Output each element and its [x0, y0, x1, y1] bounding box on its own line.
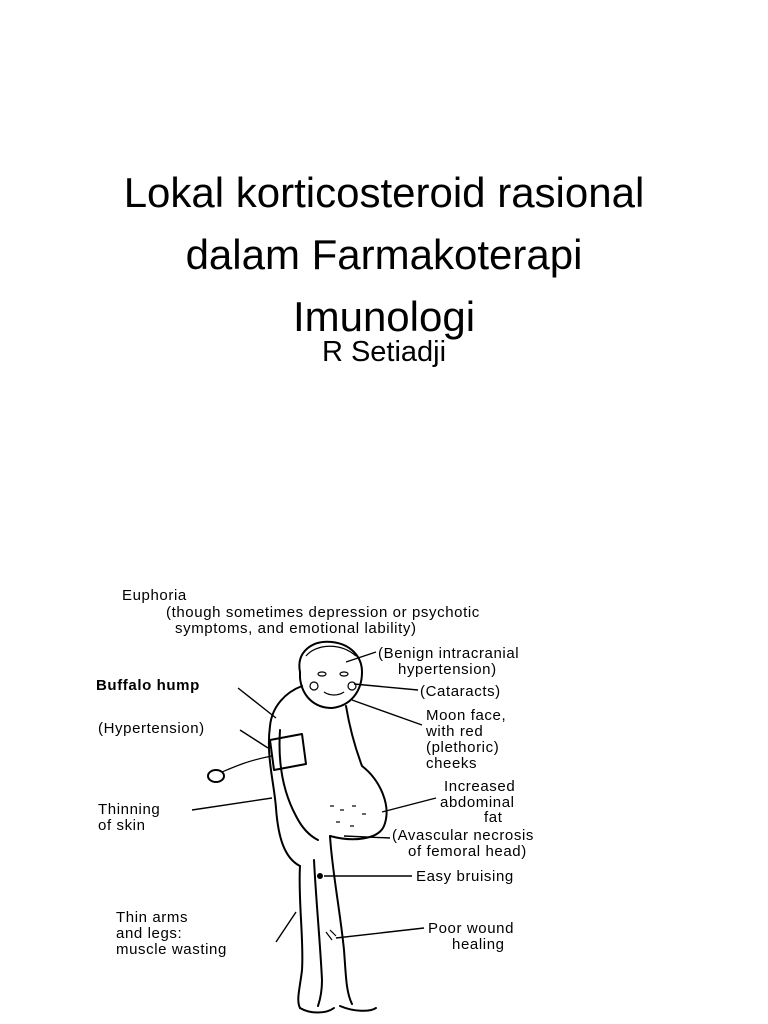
- leader-intracranial: [346, 652, 376, 662]
- label-moon-face-line-4: cheeks: [426, 755, 478, 772]
- label-moon-face-line-3: (plethoric): [426, 739, 500, 756]
- label-buffalo-hump: Buffalo hump: [96, 677, 200, 694]
- leader-thinning-skin: [192, 798, 272, 810]
- title-line-3: Imunologi: [292, 293, 476, 340]
- cheek-left: [310, 682, 318, 690]
- label-poor-wound-line-2: healing: [452, 936, 505, 953]
- label-moon-face: [425, 707, 506, 772]
- leader-hypertension: [240, 730, 268, 748]
- label-moon-face-line-1: Moon face,: [426, 707, 507, 724]
- leader-moon-face: [352, 700, 422, 725]
- label-hypertension: (Hypertension): [98, 720, 205, 737]
- back-outline: [269, 686, 302, 866]
- bp-tube: [222, 756, 272, 772]
- label-thinning-skin-line-1: Thinning: [98, 801, 161, 818]
- title-line-1: Lokal korticosteroid rasional: [123, 169, 645, 216]
- left-eye: [318, 672, 326, 676]
- leader-poor-wound: [336, 928, 424, 938]
- leader-cataracts: [354, 684, 418, 690]
- abdominal-striae: [330, 806, 366, 826]
- abdomen-outline: [330, 706, 387, 839]
- label-thin-arms-line-2: and legs:: [116, 925, 183, 942]
- label-cataracts: (Cataracts): [420, 683, 501, 700]
- label-thinning-skin: [98, 801, 160, 834]
- foot-front: [340, 1006, 376, 1011]
- cheek-right: [348, 682, 356, 690]
- label-thin-arms-line-3: muscle wasting: [116, 941, 227, 958]
- label-increased-fat: [440, 778, 515, 826]
- inner-leg: [314, 860, 322, 1006]
- bp-cuff: [270, 734, 306, 770]
- back-leg: [298, 866, 302, 1008]
- foot-back: [300, 1008, 334, 1013]
- label-euphoria-line-2: (though sometimes depression or psychotic: [166, 604, 480, 621]
- moon-face-head: [299, 642, 362, 708]
- slide-title: [40, 162, 728, 348]
- bp-bulb: [208, 770, 224, 782]
- title-line-2: dalam Farmakoterapi: [185, 231, 583, 278]
- wound-mark-icon: [326, 930, 336, 940]
- label-intracranial-line-2: hypertension): [398, 661, 497, 678]
- label-avascular-line-1: (Avascular necrosis: [392, 827, 535, 844]
- arm-outline: [280, 730, 318, 840]
- label-euphoria-line-3: symptoms, and emotional lability): [175, 620, 417, 637]
- label-thinning-skin-line-2: of skin: [98, 817, 146, 834]
- right-eye: [340, 672, 348, 676]
- label-poor-wound-line-1: Poor wound: [428, 920, 515, 937]
- label-avascular-line-2: of femoral head): [408, 843, 527, 860]
- label-easy-bruising: Easy bruising: [416, 868, 514, 885]
- label-thin-arms-line-1: Thin arms: [116, 909, 189, 926]
- label-increased-fat-line-1: Increased: [444, 778, 516, 795]
- label-intracranial: [378, 645, 519, 678]
- label-moon-face-line-2: with red: [426, 723, 484, 740]
- cushing-syndrome-diagram: [0, 560, 768, 1024]
- bruise-mark-icon: [317, 873, 323, 879]
- leader-buffalo-hump: [238, 688, 276, 718]
- label-euphoria-line-1: Euphoria: [122, 587, 187, 604]
- label-euphoria: [122, 587, 480, 637]
- mouth: [324, 692, 344, 695]
- front-leg: [330, 836, 352, 1004]
- label-intracranial-line-1: (Benign intracranial: [378, 645, 520, 662]
- leader-increased-fat: [382, 798, 436, 812]
- label-increased-fat-line-3: fat: [484, 809, 503, 826]
- leader-lines: [192, 652, 436, 942]
- label-thin-arms: [116, 909, 227, 958]
- label-avascular: [392, 827, 534, 860]
- leader-thin-arms: [276, 912, 296, 942]
- label-poor-wound: [428, 920, 514, 953]
- author-name: R Setiadji: [321, 336, 447, 368]
- human-figure-icon: [208, 642, 387, 1013]
- label-increased-fat-line-2: abdominal: [440, 794, 515, 811]
